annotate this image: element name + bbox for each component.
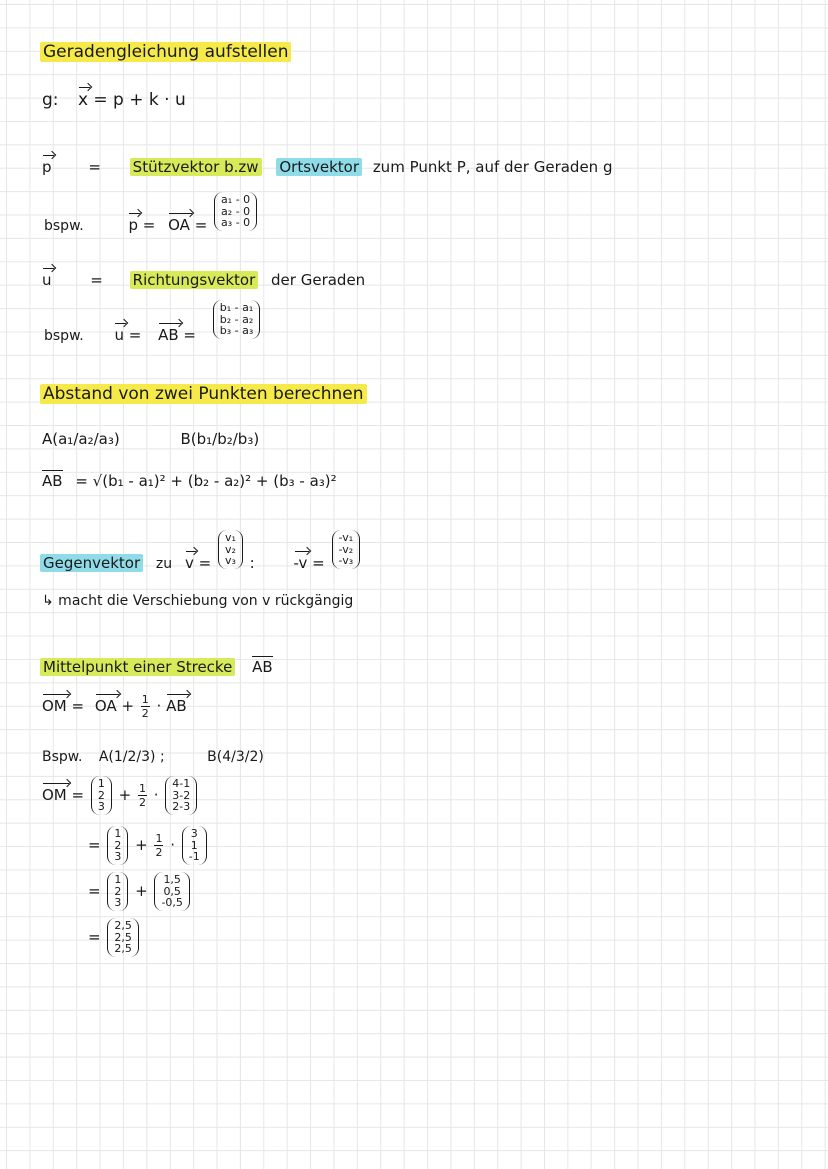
midpoint-result: = 2,5 2,5 2,5 <box>88 918 141 957</box>
matrix-neg-v: -v₁ -v₂ -v₃ <box>332 530 361 569</box>
midpoint-step-2: = 1 2 3 + $\frac{1}{2}$ · 3 1 -1 <box>88 826 209 865</box>
vector-x: x <box>77 90 88 110</box>
heading-geradengleichung: Geradengleichung aufstellen <box>40 44 291 61</box>
example-points: Bspw. A(1/2/3) ; B(4/3/2) <box>42 749 264 765</box>
midpoint-step-3: = 1 2 3 + 1,5 0,5 -0,5 <box>88 872 192 911</box>
midpoint-step-1: OM = 1 2 3 + $\frac{1}{2}$ · 4-1 3-2 2-3 <box>42 776 199 815</box>
points-ab: A(a₁/a₂/a₃) B(b₁/b₂/b₃) <box>42 430 260 448</box>
midpoint-formula: OM = OA + $\frac{1}{2}$ · AB <box>42 693 187 720</box>
distance-formula: AB = √(b₁ - a₁)² + (b₂ - a₂)² + (b₃ - a₃)² <box>42 472 337 490</box>
matrix-v: v₁ v₂ v₃ <box>218 530 243 569</box>
support-vector-line: p = Stützvektor b.zw Ortsvektor zum Punkt P, auf der Geraden g <box>42 158 613 176</box>
gegenvektor-note: ↳ macht die Verschiebung von v rückgängig <box>42 593 354 609</box>
matrix-ab: b₁ - a₁ b₂ - a₂ b₃ - a₃ <box>213 300 261 339</box>
line-equation: g: x = p + k · u <box>42 90 186 110</box>
gegenvektor-line: Gegenvektor zu v = v₁ v₂ v₃ : -v = -v₁ -v₂ -v₃ <box>40 530 362 569</box>
direction-vector-line: u = Richtungsvektor der Geraden <box>42 271 366 289</box>
example-support-vector: bspw. p = OA = a₁ - 0 a₂ - 0 a₃ - 0 <box>44 192 259 231</box>
matrix-oa: a₁ - 0 a₂ - 0 a₃ - 0 <box>214 192 257 231</box>
example-direction-vector: bspw. u = AB = b₁ - a₁ b₂ - a₂ b₃ - a₃ <box>44 300 262 339</box>
heading-abstand: Abstand von zwei Punkten berechnen <box>40 386 367 403</box>
heading-mittelpunkt: Mittelpunkt einer Strecke AB <box>40 660 273 675</box>
